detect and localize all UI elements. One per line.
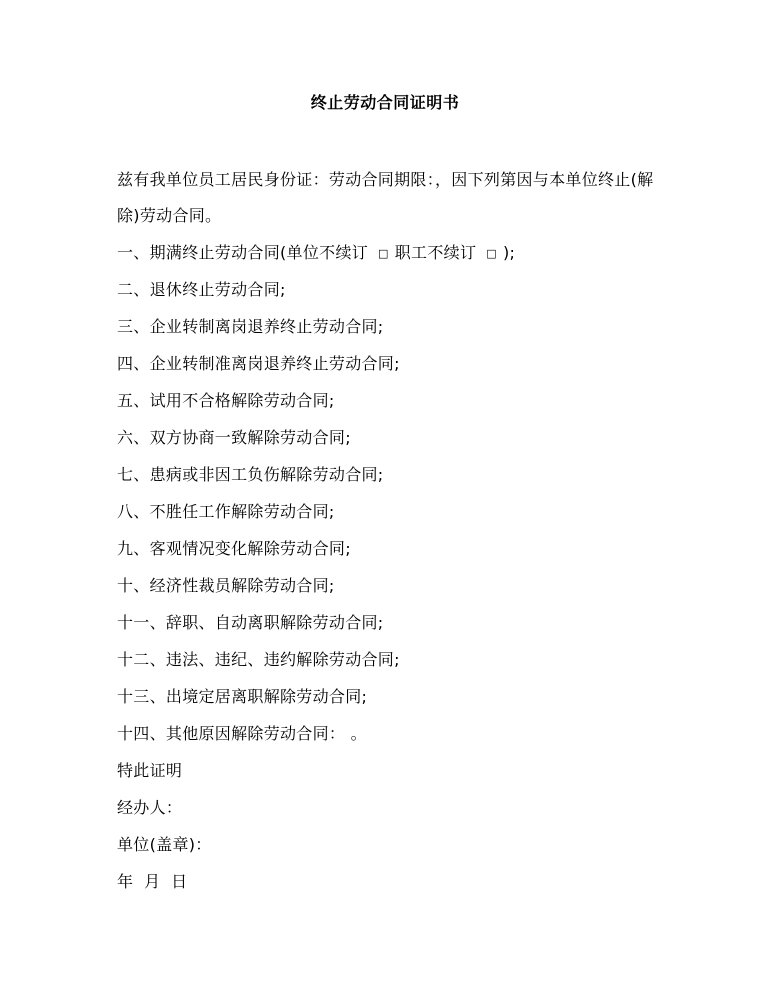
- list-item: 五、试用不合格解除劳动合同;: [117, 391, 335, 410]
- list-item: 十三、出境定居离职解除劳动合同;: [117, 687, 368, 706]
- date-line: 年 月 日: [117, 872, 188, 891]
- intro-paragraph: 兹有我单位员工居民身份证：劳动合同期限：，因下列第因与本单位终止(解除)劳动合同。: [117, 170, 654, 225]
- closing-text: 特此证明: [117, 761, 183, 780]
- checkbox-icon: □: [378, 247, 389, 260]
- list-item: 八、不胜任工作解除劳动合同;: [117, 502, 335, 521]
- list-item: 十四、其他原因解除劳动合同： 。: [117, 724, 367, 743]
- list-item: 十、经济性裁员解除劳动合同;: [117, 576, 335, 595]
- unit-seal-label: 单位(盖章)：: [117, 835, 212, 854]
- list-item: 四、企业转制准离岗退养终止劳动合同;: [117, 354, 400, 373]
- list-item: 二、退休终止劳动合同;: [117, 280, 286, 299]
- list-item: 三、企业转制离岗退养终止劳动合同;: [117, 317, 384, 336]
- document-title: 终止劳动合同证明书: [310, 93, 460, 112]
- item1-middle: 职工不续订: [394, 243, 477, 262]
- list-item: 九、客观情况变化解除劳动合同;: [117, 539, 351, 558]
- checkbox-icon: □: [486, 247, 497, 260]
- list-item: 六、双方协商一致解除劳动合同;: [117, 428, 351, 447]
- list-item: 十二、违法、违纪、违约解除劳动合同;: [117, 650, 400, 669]
- document-body: [117, 162, 657, 900]
- list-item: 七、患病或非因工负伤解除劳动合同;: [117, 465, 384, 484]
- item1-suffix: );: [502, 243, 516, 262]
- list-item-1: [117, 234, 657, 271]
- list-item: 十一、辞职、自动离职解除劳动合同;: [117, 613, 384, 632]
- item1-prefix: 一、期满终止劳动合同(单位不续订: [117, 243, 369, 262]
- handler-label: 经办人：: [117, 798, 183, 817]
